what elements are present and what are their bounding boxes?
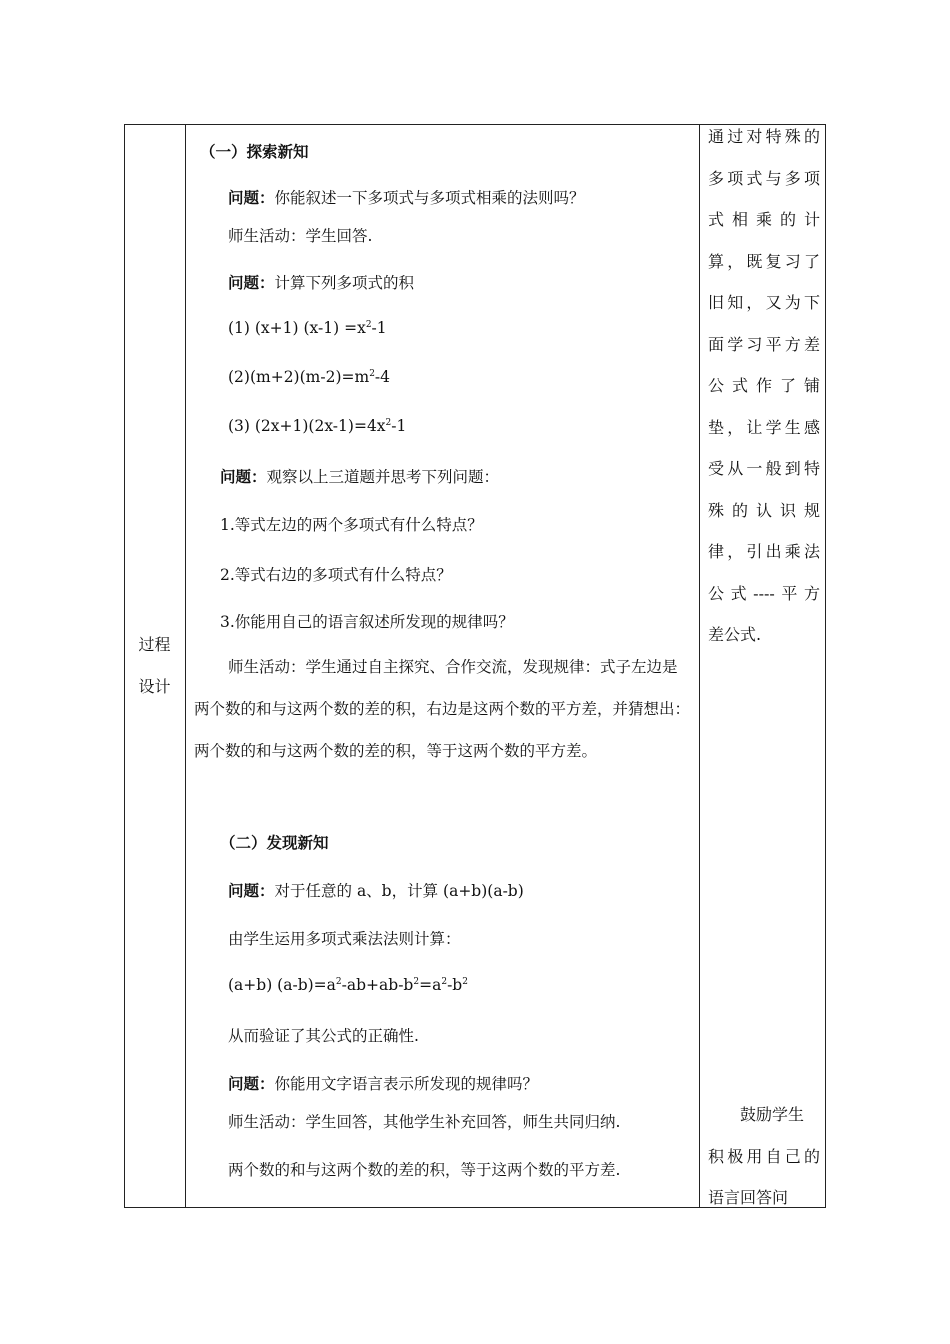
question-2: 问题：计算下列多项式的积 bbox=[228, 273, 415, 292]
list-item: 2.等式右边的多项式有什么特点？ bbox=[220, 566, 452, 584]
question-4: 问题：对于任意的 a、b，计算 (a+b)(a-b) bbox=[228, 881, 524, 900]
row-label: 过程 设计 bbox=[138, 635, 171, 696]
list-item: 1.等式左边的两个多项式有什么特点？ bbox=[220, 516, 483, 534]
equation-1: (1) (x+1) $(x-1) =x^2-1$ bbox=[228, 319, 387, 337]
section1-title: （一）探索新知 bbox=[200, 142, 309, 161]
question-1: 问题：你能叙述一下多项式与多项式相乘的法则吗？ bbox=[228, 188, 585, 207]
activity-3: 师生活动：学生回答，其他学生补充回答，师生共同归纳. bbox=[228, 1113, 621, 1131]
question-3: 问题：观察以上三道题并思考下列问题： bbox=[220, 467, 500, 486]
list-item: 3.你能用自己的语言叙述所发现的规律吗？ bbox=[220, 613, 514, 631]
row-label-cell bbox=[124, 124, 185, 1208]
calculation-intro: 由学生运用多项式乘法法则计算： bbox=[228, 930, 461, 948]
activity-2: 师生活动：学生通过自主探究、合作交流，发现规律：式子左边是两个数的和与这两个数的差的积，右边是这两个数的平方差，并猜想出：两个数的和与这两个数的差的积，等于这两个数的平方差。 bbox=[194, 658, 691, 760]
equation-2: $(2)(m+2)(m-2)=m^2-4$ bbox=[228, 368, 391, 386]
equation-3: (3) $(2x+1)(2x-1)=4x^2-1$ bbox=[228, 417, 407, 435]
design-intent-note: 通过对特殊的 多项式与多项 式相乘的计 算，既复习了 旧知，又为下 面学习平方差 公式作了铺 垫，让学生感 受从一般到特 殊的认识规 律，引出乘法 公式----平方 差公式. bbox=[708, 127, 820, 644]
question-5: 问题：你能用文字语言表示所发现的规律吗？ bbox=[228, 1074, 539, 1093]
section2-title: （二）发现新知 bbox=[220, 833, 329, 852]
activity-1: 师生活动：学生回答. bbox=[228, 227, 373, 245]
conclusion: 两个数的和与这两个数的差的积，等于这两个数的平方差. bbox=[228, 1161, 621, 1179]
design-intent-cell bbox=[700, 124, 826, 1208]
verification: 从而验证了其公式的正确性. bbox=[228, 1027, 419, 1045]
encouragement-note: 鼓励学生 积极用自己的 语言回答问 bbox=[708, 1105, 820, 1207]
calculation: (a+b) $(a-b)=a^2-ab+ab-b^2=a^2-b^2$ bbox=[228, 976, 468, 994]
content-cell bbox=[186, 124, 698, 1208]
